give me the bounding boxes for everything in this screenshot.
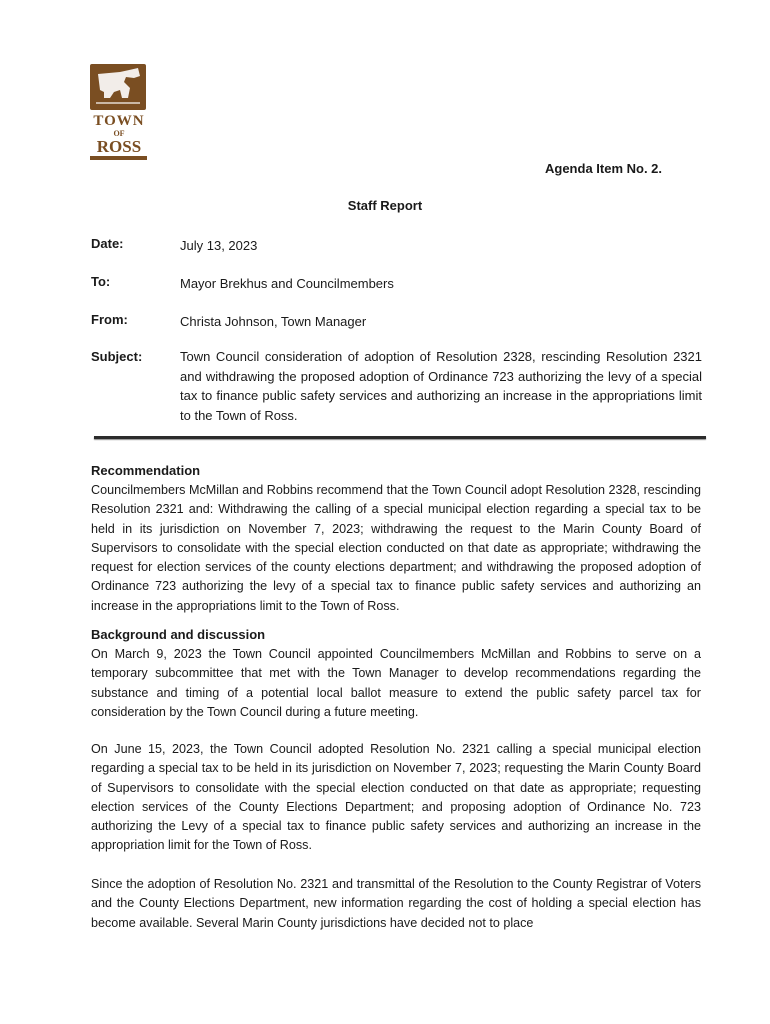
bear-emblem-icon [90,64,146,110]
subject-label: Subject: [91,349,143,364]
background-paragraph-2: On June 15, 2023, the Town Council adopted Resolution No. 2321 calling a special municipal election regarding a special tax to be held in its jurisdiction on November 7, 2023; requesting the Marin County Board of Supervisors to consolidate with the special election conducted on that date as appropriate; requesting election services of the County Elections Department; and proposing adoption of Ordinance No. 723 authorizing the Levy of a special tax to finance public safety services and authorizing an increase in the appropriation limit for the Town of Ross. [91,742,701,853]
date-value: July 13, 2023 [180,238,258,253]
date-label: Date: [91,236,124,251]
logo-line-town: TOWN [93,113,145,129]
header-divider [94,436,706,439]
logo-underline [90,156,147,160]
logo-line-ross: ROSS [96,137,142,156]
subject-value: Town Council consideration of adoption of Resolution 2328, rescinding Resolution 2321 and withdrawing the proposed adoption of Ordinance 723 authorizing the levy of a special tax to finance public safety services and authorizing an increase in the appropriations limit to the Town of Ross. [180,349,702,423]
background-paragraph-3: Since the adoption of Resolution No. 2321 and transmittal of the Resolution to the County Registrar of Voters and the County Elections Department, new information regarding the cost of holding a special election has become available. Several Marin County jurisdictions have decided not to place [91,877,701,930]
town-of-ross-logo [90,64,148,160]
to-value: Mayor Brekhus and Councilmembers [180,276,394,291]
background-heading: Background and discussion [91,627,266,642]
background-paragraph-1: On March 9, 2023 the Town Council appointed Councilmembers McMillan and Robbins to serve on a temporary subcommittee that met with the Town Manager to develop recommendations regarding the substance and timing of a potential local ballot measure to extend the public safety parcel tax for consideration by the Town Council during a future meeting. [91,647,701,719]
to-label: To: [91,274,111,289]
recommendation-heading: Recommendation [91,463,201,478]
from-label: From: [91,312,128,327]
recommendation-text: Councilmembers McMillan and Robbins recommend that the Town Council adopt Resolution 2328, rescinding Resolution 2321 and: Withdrawing the calling of a special municipal election regarding a special tax to be held in its jurisdiction on November 7, 2023; withdrawing the request to the Marin County Board of Supervisors to consolidate with the special election conducted on that date as appropriate; withdrawing the request for election services of the county elections department; and withdrawing the proposed adoption of Ordinance 723 authorizing the levy of a special tax to finance public safety services and authorizing an increase in the appropriations limit to the Town of Ross. [91,483,701,613]
from-value: Christa Johnson, Town Manager [180,314,367,329]
document-title: Staff Report [347,198,423,213]
agenda-item-number: Agenda Item No. 2. [545,161,663,176]
logo-line-of: OF [113,129,125,138]
